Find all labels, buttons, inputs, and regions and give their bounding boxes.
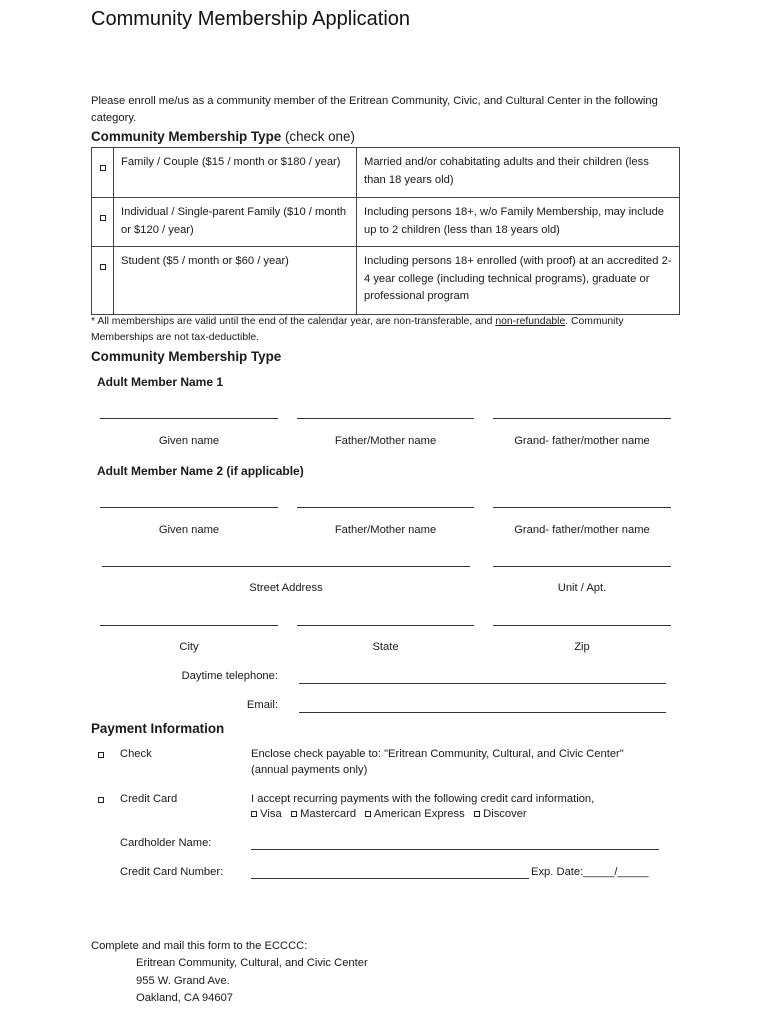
checkbox-student[interactable] bbox=[100, 264, 106, 270]
parent-name-label: Father/Mother name bbox=[334, 435, 437, 447]
cardholder-label: Cardholder Name: bbox=[120, 837, 212, 849]
checkbox-family[interactable] bbox=[100, 165, 106, 171]
grandparent-name-label: Grand- father/mother name bbox=[514, 435, 650, 447]
credit-card-description: I accept recurring payments with the following credit card information, bbox=[251, 793, 595, 805]
unit-field[interactable] bbox=[493, 566, 671, 567]
card-number-label: Credit Card Number: bbox=[120, 866, 224, 878]
email-label: Email: bbox=[246, 699, 278, 711]
card-type-options bbox=[251, 806, 527, 823]
checkbox-cell[interactable] bbox=[92, 198, 114, 247]
given-name-label: Given name bbox=[158, 524, 220, 536]
adult1-parent-name-field[interactable] bbox=[297, 418, 474, 419]
mail-address-line3: Oakland, CA 94607 bbox=[136, 992, 234, 1004]
check-desc-line1: Enclose check payable to: "Eritrean Community, Cultural, and Civic Center" bbox=[251, 748, 624, 760]
membership-desc: Including persons 18+, w/o Family Membership, may include up to 2 children (less than 18 years old) bbox=[357, 198, 680, 247]
city-field[interactable] bbox=[100, 625, 278, 626]
zip-label: Zip bbox=[574, 641, 590, 653]
table-row bbox=[92, 148, 680, 198]
exp-date-field[interactable]: Exp. Date:_____/_____ bbox=[531, 866, 649, 878]
checkbox-american-express[interactable] bbox=[365, 811, 371, 817]
grandparent-name-label: Grand- father/mother name bbox=[514, 524, 650, 536]
footnote-text-b: . Community Memberships are not tax-deductible. bbox=[91, 316, 624, 343]
intro-text: Please enroll me/us as a community member of the Eritrean Community, Civic, and Cultural Center in the following category. bbox=[91, 95, 658, 124]
checkbox-check-payment[interactable] bbox=[98, 752, 104, 758]
checkbox-credit-card[interactable] bbox=[98, 797, 104, 803]
table-row bbox=[92, 247, 680, 315]
mail-intro: Complete and mail this form to the ECCCC: bbox=[91, 940, 308, 952]
membership-name: Family / Couple ($15 / month or $180 / year) bbox=[114, 148, 357, 198]
membership-desc: Including persons 18+ enrolled (with proof) at an accredited 2-4 year college (including technical programs), graduate or professional program bbox=[357, 247, 680, 315]
adult2-grandparent-name-field[interactable] bbox=[493, 507, 671, 508]
email-field[interactable] bbox=[299, 712, 666, 713]
adult2-parent-name-field[interactable] bbox=[297, 507, 474, 508]
phone-label: Daytime telephone: bbox=[181, 670, 278, 682]
checkbox-cell[interactable] bbox=[92, 148, 114, 198]
check-label: Check bbox=[120, 748, 152, 760]
membership-type-heading bbox=[91, 129, 355, 144]
checkbox-cell[interactable] bbox=[92, 247, 114, 315]
cardholder-field[interactable] bbox=[251, 849, 659, 850]
state-label: State bbox=[372, 641, 399, 653]
checkbox-visa[interactable] bbox=[251, 811, 257, 817]
checkbox-individual[interactable] bbox=[100, 215, 106, 221]
card-type-visa-label: Visa bbox=[260, 808, 282, 820]
membership-type-heading-label: Community Membership Type bbox=[91, 129, 282, 144]
check-desc-line2: (annual payments only) bbox=[251, 764, 368, 776]
membership-desc: Married and/or cohabitating adults and their children (less than 18 years old) bbox=[357, 148, 680, 198]
card-type-discover-label: Discover bbox=[483, 808, 527, 820]
section-heading-membership: Community Membership Type bbox=[91, 349, 282, 364]
adult2-label: Adult Member Name 2 (if applicable) bbox=[97, 464, 304, 478]
check-description bbox=[251, 746, 624, 778]
city-label: City bbox=[179, 641, 199, 653]
table-row bbox=[92, 198, 680, 247]
footnote-underline: non-refundable bbox=[495, 316, 566, 327]
footnote bbox=[91, 314, 681, 346]
adult2-given-name-field[interactable] bbox=[100, 507, 278, 508]
card-type-mastercard-label: Mastercard bbox=[300, 808, 357, 820]
checkbox-discover[interactable] bbox=[474, 811, 480, 817]
membership-type-heading-note: (check one) bbox=[281, 129, 355, 144]
membership-name: Student ($5 / month or $60 / year) bbox=[114, 247, 357, 315]
membership-name: Individual / Single-parent Family ($10 / month or $120 / year) bbox=[114, 198, 357, 247]
phone-field[interactable] bbox=[299, 683, 666, 684]
unit-label: Unit / Apt. bbox=[557, 582, 607, 594]
street-address-field[interactable] bbox=[102, 566, 470, 567]
card-number-field[interactable] bbox=[251, 878, 529, 879]
mail-address-line2: 955 W. Grand Ave. bbox=[136, 975, 230, 987]
given-name-label: Given name bbox=[158, 435, 220, 447]
footnote-text-a: * All memberships are valid until the end of the calendar year, are non-transferable, and bbox=[91, 316, 496, 327]
membership-type-table bbox=[91, 147, 680, 315]
adult1-given-name-field[interactable] bbox=[100, 418, 278, 419]
checkbox-mastercard[interactable] bbox=[291, 811, 297, 817]
street-address-label: Street Address bbox=[249, 582, 323, 594]
zip-field[interactable] bbox=[493, 625, 671, 626]
page-title: Community Membership Application bbox=[91, 8, 411, 30]
mail-address-line1: Eritrean Community, Cultural, and Civic Center bbox=[136, 957, 368, 969]
card-type-amex-label: American Express bbox=[373, 808, 465, 820]
credit-card-label: Credit Card bbox=[120, 793, 178, 805]
adult1-label: Adult Member Name 1 bbox=[97, 375, 224, 389]
parent-name-label: Father/Mother name bbox=[334, 524, 437, 536]
state-field[interactable] bbox=[297, 625, 474, 626]
adult1-grandparent-name-field[interactable] bbox=[493, 418, 671, 419]
payment-heading: Payment Information bbox=[91, 721, 225, 736]
